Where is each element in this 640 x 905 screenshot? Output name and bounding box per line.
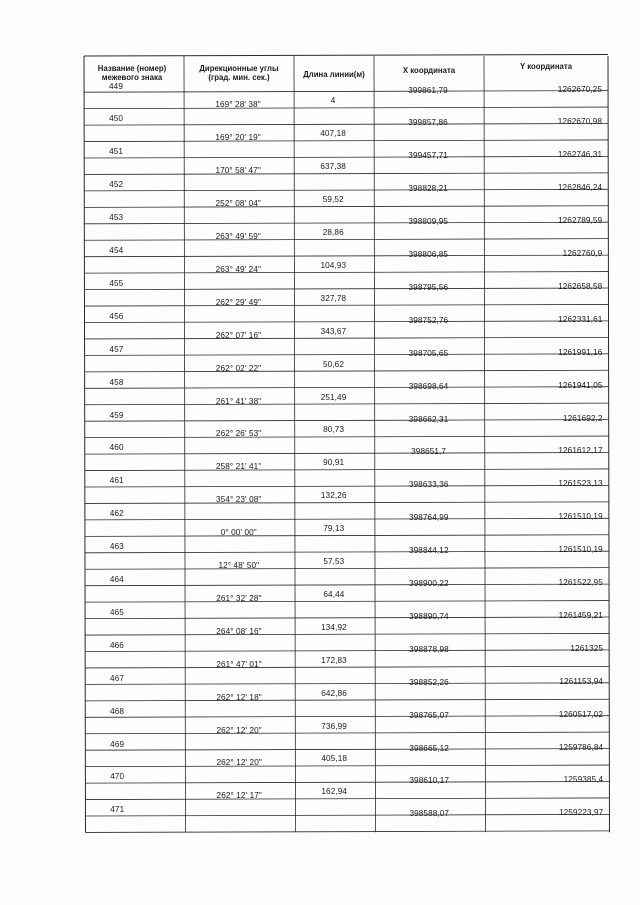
y-coordinate: 1259786,84 [558, 742, 604, 752]
header-angle-line1: Дирекционные углы [199, 64, 279, 73]
y-coordinate: 1261325 [570, 643, 603, 653]
grid-line [85, 831, 609, 833]
header-y: Y координата [519, 62, 573, 71]
grid-line [84, 140, 608, 142]
line-length: 134,92 [321, 622, 347, 632]
direction-angle: 258° 21' 41" [215, 462, 262, 472]
x-coordinate: 398765,07 [409, 710, 449, 720]
point-name: 467 [110, 673, 125, 683]
point-name: 450 [109, 114, 124, 124]
y-coordinate: 1261153,94 [559, 676, 604, 686]
direction-angle: 261° 32' 28" [216, 593, 262, 603]
grid-line [85, 601, 609, 603]
y-coordinate: 1259223,97 [559, 808, 604, 818]
line-length: 736,99 [321, 721, 347, 731]
y-coordinate: 1262658,58 [558, 281, 603, 291]
header-angle [184, 64, 294, 82]
grid-line [85, 502, 609, 504]
grid-line [294, 56, 296, 832]
direction-angle: 0° 00' 00" [220, 528, 257, 538]
grid-line [84, 56, 86, 832]
grid-line [85, 568, 609, 570]
direction-angle: 263° 49' 59" [215, 232, 261, 242]
x-coordinate: 398852,26 [409, 677, 449, 687]
y-coordinate: 1262331,61 [558, 314, 603, 324]
y-coordinate: 1262789,59 [557, 216, 603, 226]
line-length: 50,62 [322, 359, 344, 369]
point-name: 460 [109, 443, 124, 453]
line-length: 132,26 [320, 491, 347, 501]
direction-angle: 261° 47' 01" [216, 659, 262, 669]
line-length: 162,94 [321, 787, 348, 797]
line-length: 79,13 [323, 524, 345, 534]
y-coordinate: 1262670,98 [557, 117, 603, 127]
point-name: 469 [110, 739, 125, 749]
direction-angle: 261° 41' 38" [215, 396, 262, 406]
x-coordinate: 398662,31 [408, 414, 449, 424]
point-name: 464 [109, 575, 124, 584]
header-name-line1: Название (номер) [97, 64, 167, 73]
point-name: 453 [109, 213, 124, 223]
grid-line [85, 732, 609, 734]
grid-line [84, 173, 608, 175]
x-coordinate: 399857,86 [408, 118, 448, 128]
x-coordinate: 398665,12 [409, 743, 449, 753]
y-coordinate: 1261991,16 [558, 347, 603, 357]
point-name: 455 [109, 278, 124, 288]
y-coordinate: 1261510,19 [558, 512, 603, 522]
line-length: 64,44 [323, 589, 345, 599]
point-name: 457 [109, 344, 124, 354]
line-length: 90,91 [323, 458, 345, 468]
grid-line [84, 239, 608, 241]
grid-line [85, 535, 609, 537]
direction-angle: 12° 48' 50" [218, 561, 260, 571]
grid-line [84, 206, 608, 208]
point-name: 458 [109, 377, 124, 387]
header-name [80, 64, 184, 82]
point-name: 456 [109, 311, 124, 321]
line-length: 4 [330, 96, 336, 106]
y-coordinate: 1259385,4 [563, 775, 604, 785]
point-name: 468 [110, 706, 125, 716]
line-length: 80,73 [323, 425, 345, 435]
y-coordinate: 1261510,19 [558, 545, 603, 555]
y-coordinate: 1261522,95 [558, 578, 603, 587]
y-coordinate: 1262760,9 [562, 249, 603, 258]
y-coordinate: 1262670,25 [557, 84, 602, 94]
y-coordinate: 1261941,05 [558, 380, 603, 390]
line-length: 28,86 [322, 228, 344, 238]
direction-angle: 262° 26' 53" [215, 429, 262, 439]
x-coordinate: 398806,85 [408, 250, 449, 259]
y-coordinate: 1261692,2 [562, 413, 603, 423]
x-coordinate: 398890,74 [409, 611, 449, 621]
grid-line [84, 272, 608, 274]
direction-angle: 264° 08' 16" [216, 626, 262, 636]
direction-angle: 263° 49' 24" [215, 264, 261, 274]
grid-line [85, 765, 609, 767]
grid-line [85, 666, 609, 668]
grid-line [84, 337, 608, 339]
x-coordinate: 398844,12 [409, 546, 449, 556]
grid-line [85, 699, 609, 701]
line-length: 104,93 [320, 260, 347, 270]
direction-angle: 169° 20' 19" [215, 133, 261, 143]
grid-line [84, 370, 608, 372]
line-length: 59,52 [322, 195, 344, 205]
line-length: 405,18 [321, 754, 348, 764]
line-length: 172,83 [321, 655, 347, 665]
x-coordinate: 398651,7 [411, 447, 447, 457]
direction-angle: 262° 02' 22" [215, 363, 262, 373]
direction-angle: 170° 58' 47" [215, 166, 261, 176]
x-coordinate: 398752,76 [408, 315, 449, 325]
x-coordinate: 398764,99 [408, 513, 449, 523]
point-name: 471 [110, 805, 125, 815]
point-name: 465 [109, 607, 124, 617]
direction-angle: 169° 28' 38" [215, 100, 261, 110]
grid-line [84, 107, 608, 109]
point-name: 449 [109, 81, 123, 91]
x-coordinate: 398809,95 [408, 217, 449, 227]
point-name: 466 [110, 640, 124, 650]
header-angle-line2: (град. мин. сек.) [208, 73, 270, 82]
x-coordinate: 398698,64 [408, 381, 449, 391]
x-coordinate: 398878,98 [409, 644, 449, 654]
point-name: 463 [109, 542, 124, 552]
direction-angle: 262° 07' 16" [215, 330, 262, 340]
header-length: Длина линии(м) [303, 70, 365, 79]
x-coordinate: 398610,17 [409, 776, 450, 786]
header-x: X координата [402, 66, 456, 75]
y-coordinate: 1260517,02 [558, 709, 604, 719]
header-name-line2: межевого знака [101, 73, 163, 82]
direction-angle: 354° 23' 08" [216, 495, 262, 505]
point-name: 451 [109, 147, 124, 157]
line-length: 327,78 [320, 293, 347, 303]
x-coordinate: 398705,65 [408, 348, 449, 358]
line-length: 637,38 [320, 162, 346, 172]
grid-line [84, 304, 608, 306]
direction-angle: 262° 12' 20" [216, 758, 262, 768]
line-length: 251,49 [320, 392, 347, 402]
grid-line [85, 469, 609, 471]
y-coordinate: 1261459,21 [558, 610, 603, 620]
point-name: 459 [109, 410, 124, 420]
point-name: 454 [109, 246, 124, 255]
x-coordinate: 399861,79 [408, 85, 448, 95]
grid-line [84, 55, 608, 57]
line-length: 407,18 [320, 129, 346, 139]
point-name: 462 [109, 509, 124, 519]
grid-line [85, 403, 609, 405]
direction-angle: 262° 12' 20" [216, 725, 262, 735]
direction-angle: 252° 08' 04" [215, 199, 261, 209]
grid-line [85, 633, 609, 635]
line-length: 57,53 [323, 557, 345, 567]
line-length: 642,86 [321, 688, 347, 698]
y-coordinate: 1261612,17 [558, 446, 603, 456]
y-coordinate: 1262746,31 [557, 150, 603, 160]
direction-angle: 262° 29' 49" [215, 297, 262, 307]
x-coordinate: 398900,22 [409, 579, 449, 588]
point-name: 461 [109, 476, 124, 486]
x-coordinate: 399457,71 [408, 151, 448, 161]
x-coordinate: 398795,56 [408, 282, 449, 292]
x-coordinate: 398633,36 [408, 480, 449, 490]
direction-angle: 262° 12' 18" [216, 692, 262, 702]
point-name: 452 [109, 180, 124, 190]
grid-line [85, 798, 609, 800]
x-coordinate: 398828,21 [408, 184, 448, 194]
grid-line [85, 436, 609, 438]
point-name: 470 [110, 772, 125, 782]
y-coordinate: 1262846,24 [557, 183, 603, 193]
grid-line [374, 56, 376, 832]
x-coordinate: 398588,07 [409, 809, 450, 819]
direction-angle: 262° 12' 17" [216, 791, 262, 801]
y-coordinate: 1261523,13 [558, 479, 603, 489]
line-length: 343,67 [320, 326, 347, 336]
